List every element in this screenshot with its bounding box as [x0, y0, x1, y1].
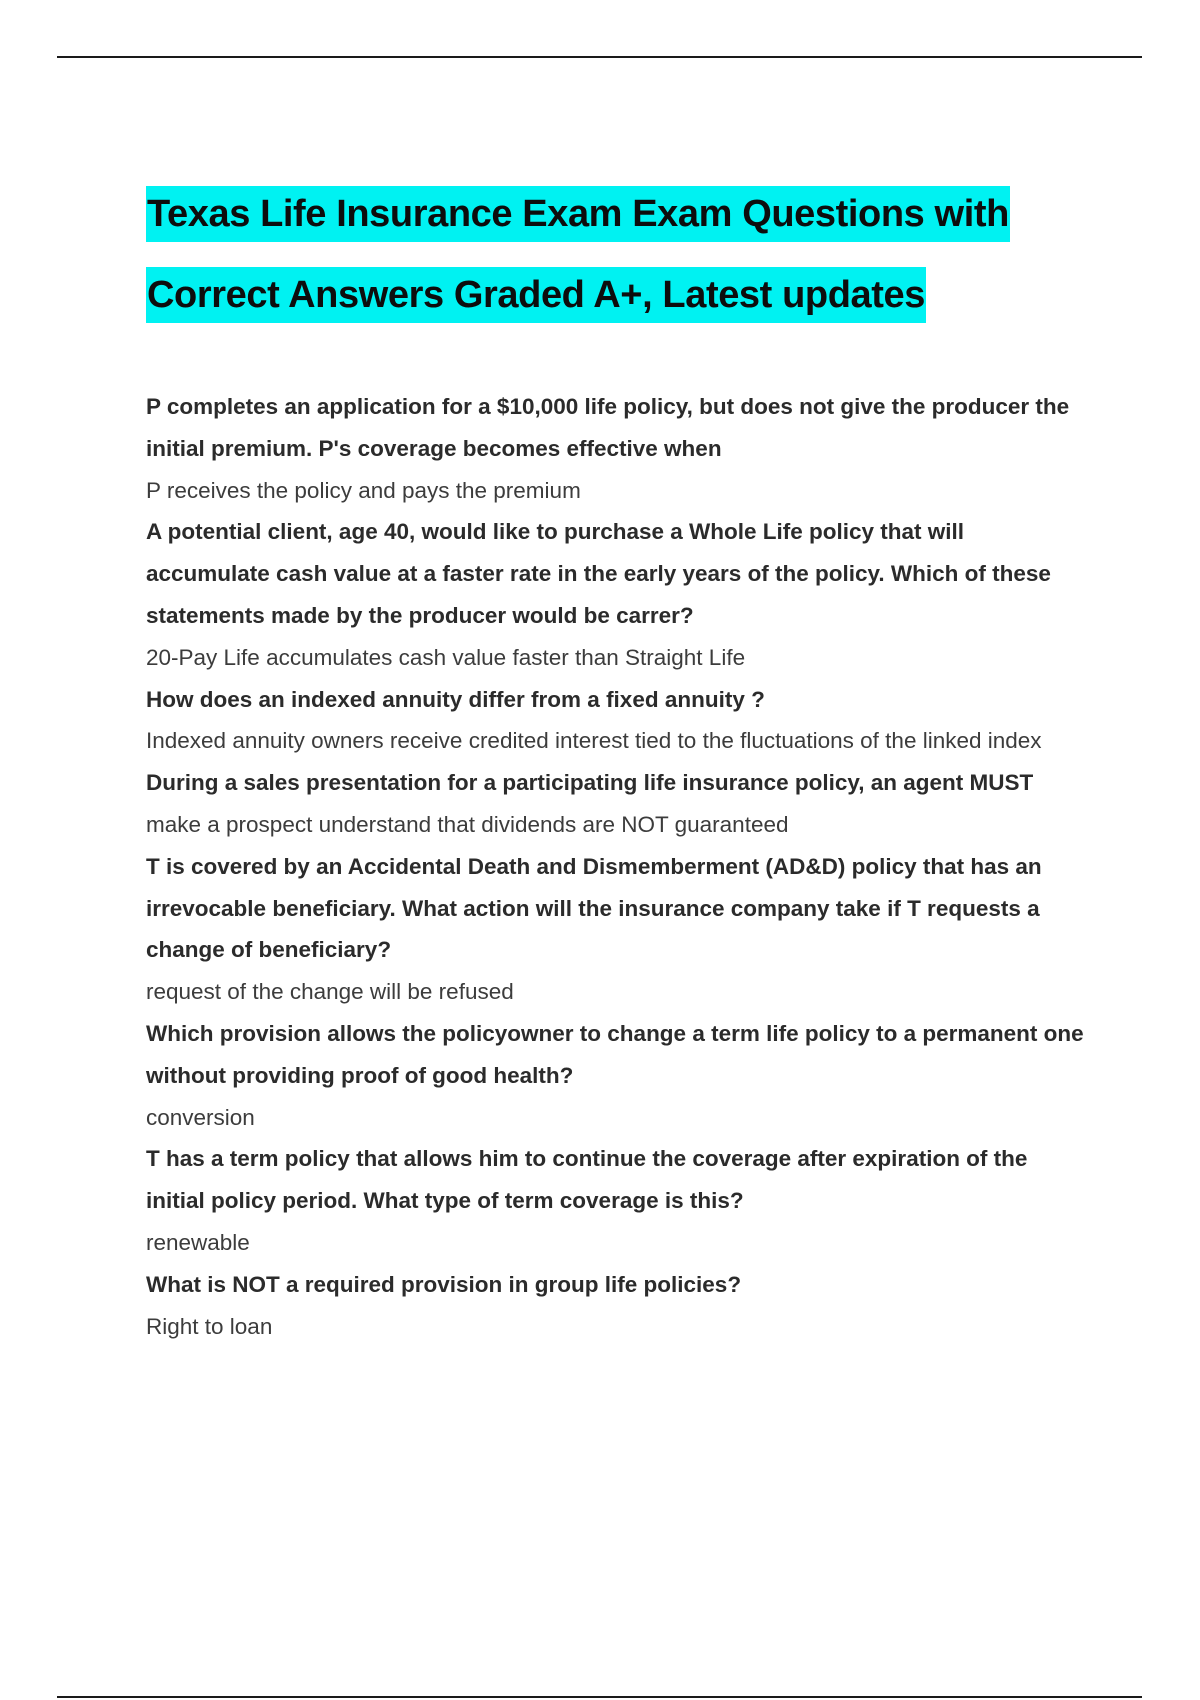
bottom-divider — [57, 1696, 1142, 1698]
answer-7: renewable — [146, 1229, 250, 1255]
answer-6: conversion — [146, 1104, 255, 1130]
qa-list — [146, 386, 1086, 1347]
title-line-2: Correct Answers Graded A+, Latest updates — [146, 267, 926, 323]
top-divider — [57, 56, 1142, 58]
question-7: T has a term policy that allows him to continue the coverage after expiration of the initial policy period. What type of term coverage is this? — [146, 1146, 1028, 1214]
answer-2: 20-Pay Life accumulates cash value faster than Straight Life — [146, 644, 746, 670]
question-3: How does an indexed annuity differ from a fixed annuity ? — [146, 686, 765, 712]
question-6: Which provision allows the policyowner to change a term life policy to a permanent one without providing proof of good health? — [146, 1020, 1084, 1088]
question-4: During a sales presentation for a participating life insurance policy, an agent MUST — [146, 770, 1034, 796]
question-5: T is covered by an Accidental Death and Dismemberment (AD&D) policy that has an irrevocable beneficiary. What action will the insurance company take if T requests a change of beneficiary? — [146, 853, 1042, 963]
question-8: What is NOT a required provision in group life policies? — [146, 1271, 742, 1297]
answer-3: Indexed annuity owners receive credited interest tied to the fluctuations of the linked index — [146, 728, 1042, 754]
question-2: A potential client, age 40, would like to purchase a Whole Life policy that will accumulate cash value at a faster rate in the early years of the policy. Which of these statements made by the producer would be carrer? — [146, 519, 1051, 628]
answer-4: make a prospect understand that dividends are NOT guaranteed — [146, 811, 789, 837]
document-title — [146, 186, 1106, 323]
answer-5: request of the change will be refused — [146, 979, 514, 1005]
title-line-1: Texas Life Insurance Exam Exam Questions with — [146, 186, 1010, 242]
answer-1: P receives the policy and pays the premium — [146, 477, 581, 503]
answer-8: Right to loan — [146, 1313, 273, 1339]
question-1: P completes an application for a $10,000 life policy, but does not give the producer the initial premium. P's coverage becomes effective when — [146, 394, 1070, 461]
